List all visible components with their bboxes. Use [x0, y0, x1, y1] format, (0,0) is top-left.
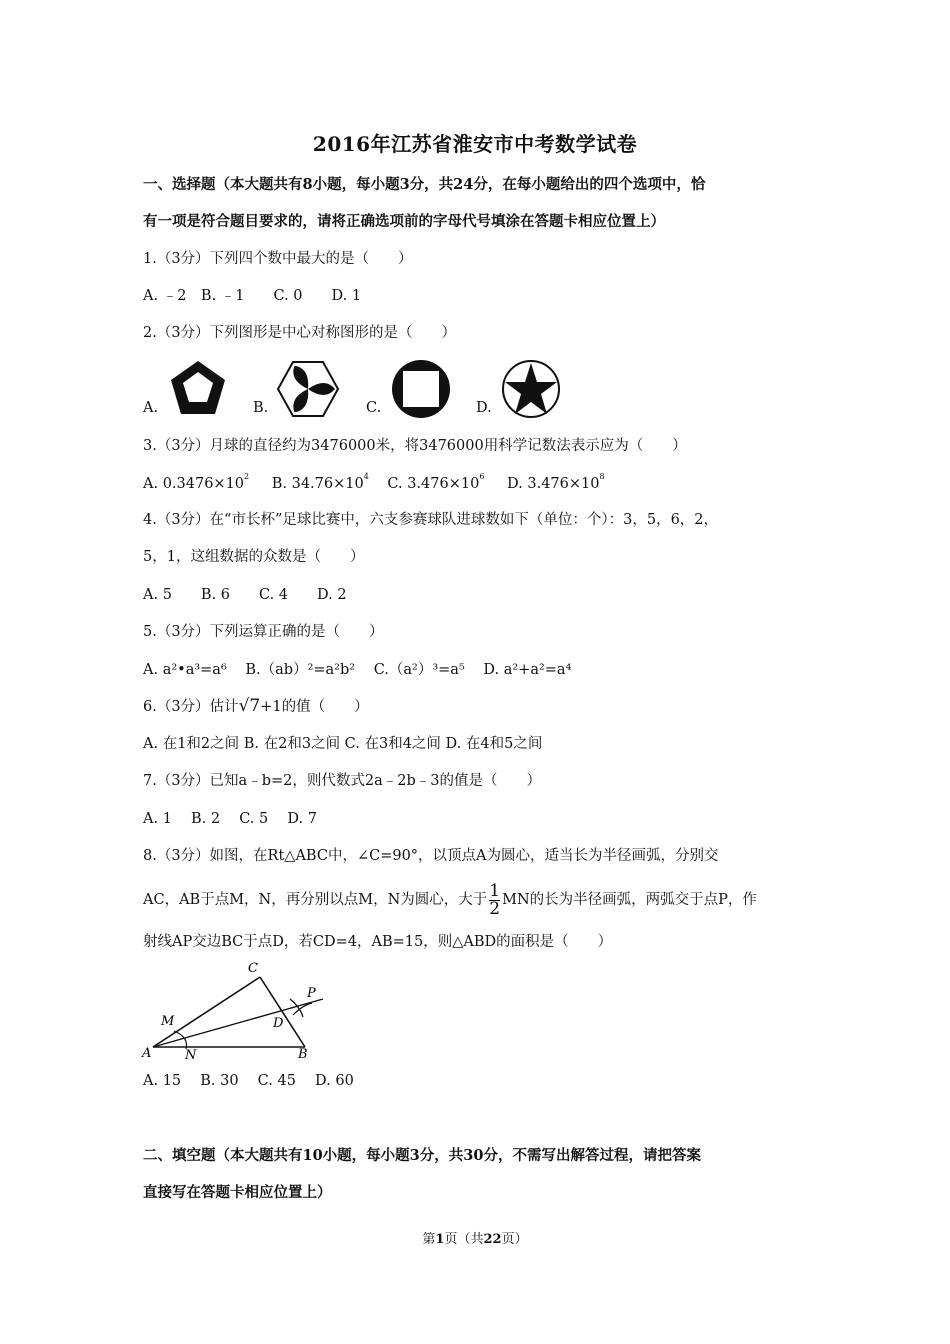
q6-options: A. 在1和2之间 B. 在2和3之间 C. 在3和4之间 D. 在4和5之间: [143, 736, 543, 752]
fraction-denominator: 2: [489, 898, 501, 919]
section2-header-line1: 二、填空题（本大题共有10小题，每小题3分，共30分，不需写出解答过程，请把答案: [143, 1147, 701, 1164]
circle-square-figure: [390, 358, 452, 420]
q5-option-b: B.（ab）²=a²b²: [245, 662, 356, 678]
q5-options: [143, 660, 571, 680]
hexagon-propeller-figure: [276, 358, 340, 420]
q2-label-d: D.: [476, 400, 492, 416]
q5-stem: 5.（3分）下列运算正确的是（ ）: [143, 624, 384, 640]
q3-options: [143, 474, 605, 494]
footer-pre: 第: [422, 1232, 436, 1247]
q3-option-c: C. 3.476×10: [387, 476, 480, 492]
q8-line2-post: MN的长为半径画弧，两弧交于点P，作: [502, 892, 757, 908]
label-p: P: [307, 986, 316, 1001]
q2-label-b: B.: [253, 400, 269, 416]
q3-option-d-exp: 8: [599, 472, 605, 481]
label-d: D: [273, 1016, 284, 1031]
q5-option-a: A. a²•a³=a⁶: [143, 662, 227, 678]
footer-post: 页）: [501, 1232, 528, 1247]
q8-options: A. 15 B. 30 C. 45 D. 60: [143, 1073, 354, 1089]
q3-option-a-exp: 2: [244, 472, 250, 481]
q4-stem-line2: 5，1，这组数据的众数是（ ）: [143, 549, 365, 565]
q3-stem: 3.（3分）月球的直径约为3476000米，将3476000用科学记数法表示应为（ ）: [143, 438, 687, 454]
q2-figure-options: [143, 358, 573, 420]
section1-header-line2: 有一项是符合题目要求的，请将正确选项前的字母代号填涂在答题卡相应位置上）: [143, 213, 665, 230]
footer-total-pages: 22: [483, 1232, 502, 1247]
q8-line2-pre: AC，AB于点M，N，再分别以点M，N为圆心，大于: [143, 892, 488, 908]
page-footer: [0, 1228, 950, 1247]
q1-options: A. ﹣2 B. ﹣1 C. 0 D. 1: [143, 288, 362, 304]
q2-label-a: A.: [143, 400, 159, 416]
q6-stem-prefix: 6.（3分）估计: [143, 699, 239, 715]
fraction-numerator: 1: [489, 880, 501, 901]
q5-option-c: C.（a²）³=a⁵: [373, 662, 465, 678]
q4-options: A. 5 B. 6 C. 4 D. 2: [143, 587, 347, 603]
q2-label-c: C.: [366, 400, 382, 416]
q1-stem: 1.（3分）下列四个数中最大的是（ ）: [143, 251, 413, 267]
q7-options: A. 1 B. 2 C. 5 D. 7: [143, 811, 317, 827]
q3-option-c-exp: 6: [479, 472, 485, 481]
label-n: N: [185, 1048, 197, 1063]
pentagon-star-figure: [167, 358, 229, 420]
q8-stem-line2: [143, 880, 757, 920]
footer-mid: 页（共: [444, 1232, 484, 1247]
q3-option-b-exp: 4: [363, 472, 369, 481]
q4-stem-line1: 4.（3分）在“市长杯”足球比赛中，六支参赛球队进球数如下（单位：个）：3，5，6，2，: [143, 512, 719, 528]
q5-option-d: D. a²+a²=a⁴: [483, 662, 572, 678]
circle-star-figure: [500, 358, 562, 420]
q8-stem-line1: 8.（3分）如图，在Rt△ABC中，∠C=90°，以顶点A为圆心，适当长为半径画弧，分别交: [143, 848, 719, 864]
q6-radical: √7: [238, 696, 261, 716]
q2-stem: 2.（3分）下列图形是中心对称图形的是（ ）: [143, 325, 457, 341]
label-a: A: [142, 1046, 152, 1061]
one-half-fraction: [489, 880, 501, 919]
q8-stem-line3: 射线AP交边BC于点D，若CD=4，AB=15，则△ABD的面积是（ ）: [143, 934, 613, 950]
q3-option-a: A. 0.3476×10: [143, 476, 245, 492]
q6-stem-suffix: +1的值（ ）: [260, 699, 369, 715]
q7-stem: 7.（3分）已知a﹣b=2，则代数式2a﹣2b﹣3的值是（ ）: [143, 773, 541, 789]
q6-stem: [143, 696, 369, 717]
q3-option-d: D. 3.476×10: [507, 476, 600, 492]
section2-header-line2: 直接写在答题卡相应位置上）: [143, 1184, 332, 1201]
footer-page-number: 1: [435, 1232, 445, 1247]
label-m: M: [161, 1014, 175, 1029]
label-c: C: [248, 961, 258, 976]
page-title: 2016年江苏省淮安市中考数学试卷: [312, 132, 638, 156]
triangle-bisector-figure: [140, 955, 340, 1065]
q3-option-b: B. 34.76×10: [271, 476, 364, 492]
section1-header-line1: 一、选择题（本大题共有8小题，每小题3分，共24分，在每小题给出的四个选项中，恰: [143, 176, 706, 193]
label-b: B: [298, 1047, 308, 1062]
